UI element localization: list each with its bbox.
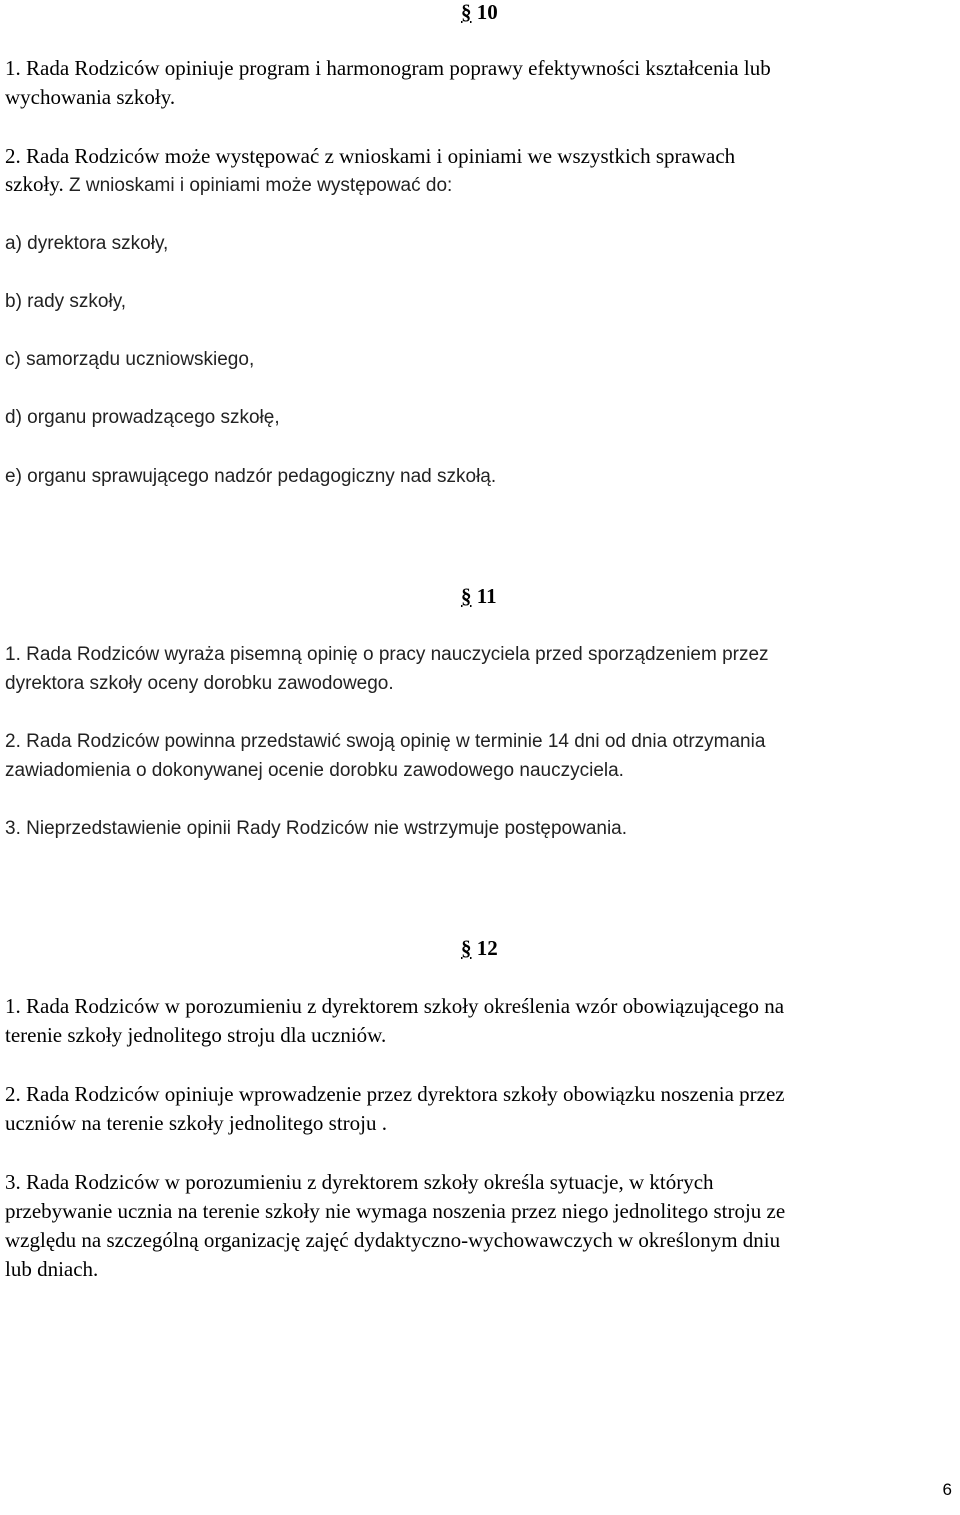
list-item: e) organu sprawującego nadzór pedagogiczny nad szkołą. (5, 466, 497, 487)
list-item: a) dyrektora szkoły, (5, 233, 169, 254)
paragraph-line: uczniów na terenie szkoły jednolitego stroju . (5, 1111, 387, 1135)
section-mark: § (461, 936, 472, 960)
text-run: Z wnioskami i opiniami może występować do: (63, 175, 453, 196)
paragraph-line: zawiadomienia o dokonywanej ocenie dorobku zawodowego nauczyciela. (5, 760, 624, 781)
paragraph-line: 2. Rada Rodziców powinna przedstawić swoją opinię w terminie 14 dni od dnia otrzymania (5, 731, 766, 752)
section-mark: § (461, 584, 472, 608)
paragraph-line: dyrektora szkoły oceny dorobku zawodowego. (5, 673, 394, 694)
paragraph-line: terenie szkoły jednolitego stroju dla uczniów. (5, 1023, 387, 1047)
paragraph-line: 1. Rada Rodziców w porozumieniu z dyrektorem szkoły określenia wzór obowiązującego na (5, 994, 785, 1018)
list-item: b) rady szkoły, (5, 291, 127, 312)
paragraph-line: 2. Rada Rodziców może występować z wnioskami i opiniami we wszystkich sprawach (5, 144, 736, 168)
section-heading-11 (461, 584, 497, 609)
section-number: 10 (476, 0, 498, 24)
paragraph-line: przebywanie ucznia na terenie szkoły nie wymaga noszenia przez niego jednolitego stroju ze (5, 1199, 786, 1223)
paragraph-line: 3. Nieprzedstawienie opinii Rady Rodziców nie wstrzymuje postępowania. (5, 818, 628, 839)
paragraph-line: lub dniach. (5, 1257, 99, 1281)
paragraph-line: 3. Rada Rodziców w porozumieniu z dyrektorem szkoły określa sytuacje, w których (5, 1170, 714, 1194)
section-heading-12 (461, 936, 498, 961)
text-run: szkoły. (5, 172, 64, 196)
paragraph-line (5, 172, 452, 197)
section-number: 12 (476, 936, 498, 960)
paragraph-line: 1. Rada Rodziców wyraża pisemną opinię o pracy nauczyciela przed sporządzeniem przez (5, 644, 769, 665)
list-item: d) organu prowadzącego szkołę, (5, 407, 280, 428)
paragraph-line: 2. Rada Rodziców opiniuje wprowadzenie przez dyrektora szkoły obowiązku noszenia przez (5, 1082, 785, 1106)
page-number: 6 (942, 1480, 952, 1499)
paragraph-line: 1. Rada Rodziców opiniuje program i harmonogram poprawy efektywności kształcenia lub (5, 56, 771, 80)
paragraph-line: względu na szczególną organizację zajęć dydaktyczno-wychowawczych w określonym dniu (5, 1228, 781, 1252)
section-mark: § (461, 0, 472, 24)
paragraph-line: wychowania szkoły. (5, 85, 176, 109)
list-item: c) samorządu uczniowskiego, (5, 349, 255, 370)
section-number: 11 (476, 584, 497, 608)
section-heading-10 (461, 0, 498, 25)
